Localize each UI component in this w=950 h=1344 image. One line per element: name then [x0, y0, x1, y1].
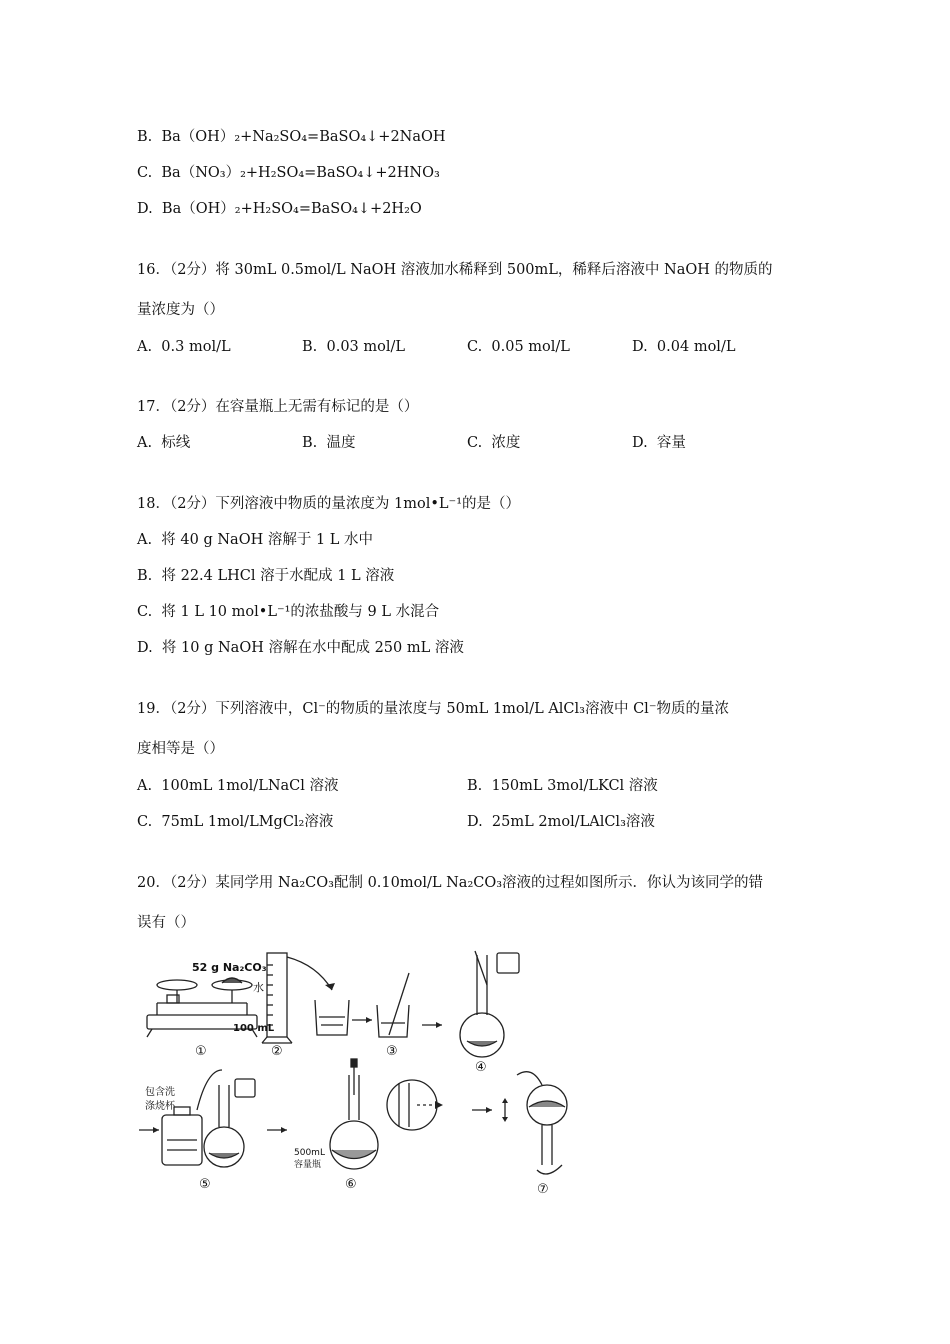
step-2-label: ②: [271, 1044, 283, 1059]
step-3-label: ③: [386, 1044, 398, 1059]
beaker-icon: [315, 1000, 349, 1035]
volume-label: 100 mL: [233, 1023, 275, 1034]
step-6-label: ⑥: [345, 1177, 357, 1192]
q17-stem: 17．（2分）在容量瓶上无需有标记的是（）: [137, 399, 419, 415]
step-7-label: ⑦: [537, 1182, 549, 1197]
q18-option-a: A. 将 40 g NaOH 溶解于 1 L 水中: [137, 532, 374, 548]
q19-stem-line1: 19．（2分）下列溶液中，Cl⁻的物质的量浓度与 50mL 1mol/L AlCl₃溶液中 Cl⁻物质的量浓: [137, 701, 729, 717]
flask-label-2: 容量瓶: [294, 1160, 322, 1170]
q16-option-b: B. 0.03 mol/L: [302, 339, 406, 355]
mass-label: 52 g Na₂CO₃: [192, 961, 267, 974]
q16-option-a: A. 0.3 mol/L: [137, 339, 231, 355]
q18-option-c: C. 将 1 L 10 mol•L⁻¹的浓盐酸与 9 L 水混合: [137, 604, 440, 620]
reagent-bottle-icon: [162, 1107, 202, 1165]
q19-option-d: D. 25mL 2mol/LAlCl₃溶液: [467, 814, 655, 830]
wash-label-1: 包含洗: [145, 1087, 175, 1098]
q18-stem: 18．（2分）下列溶液中物质的量浓度为 1mol•L⁻¹的是（）: [137, 496, 521, 512]
q17-option-c: C. 浓度: [467, 435, 521, 451]
q16-option-d: D. 0.04 mol/L: [632, 339, 736, 355]
q18-option-b: B. 将 22.4 LHCl 溶于水配成 1 L 溶液: [137, 568, 395, 584]
q17-option-a: A. 标线: [137, 435, 191, 451]
inverting-flask-icon: [517, 1072, 567, 1174]
q15-option-c: C. Ba（NO₃）₂+H₂SO₄=BaSO₄↓+2HNO₃: [137, 165, 440, 181]
q20-stem-line2: 误有（）: [137, 915, 195, 931]
q16-option-c: C. 0.05 mol/L: [467, 339, 570, 355]
q15-option-b: B. Ba（OH）₂+Na₂SO₄=BaSO₄↓+2NaOH: [137, 129, 446, 145]
q18-option-d: D. 将 10 g NaOH 溶解在水中配成 250 mL 溶液: [137, 640, 464, 656]
flask-label-1: 500mL: [294, 1148, 325, 1158]
volumetric-flask-icon: [197, 1070, 255, 1167]
solution-preparation-figure: [137, 945, 577, 1200]
q19-stem-line2: 度相等是（）: [137, 741, 224, 757]
stirring-beaker-icon: [377, 973, 409, 1037]
step-4-label: ④: [475, 1060, 487, 1075]
step-1-label: ①: [195, 1044, 207, 1059]
magnifier-icon: [387, 1080, 443, 1130]
q19-option-a: A. 100mL 1mol/LNaCl 溶液: [137, 778, 339, 794]
water-label: 水: [253, 981, 264, 994]
q20-stem-line1: 20．（2分）某同学用 Na₂CO₃配制 0.10mol/L Na₂CO₃溶液的过程如图所示．你认为该同学的错: [137, 875, 764, 891]
q19-option-c: C. 75mL 1mol/LMgCl₂溶液: [137, 814, 334, 830]
q17-option-b: B. 温度: [302, 435, 356, 451]
q16-stem-line2: 量浓度为（）: [137, 302, 224, 318]
dropper-flask-icon: [330, 1059, 378, 1169]
step-5-label: ⑤: [199, 1177, 211, 1192]
q17-option-d: D. 容量: [632, 435, 686, 451]
q16-stem-line1: 16．（2分）将 30mL 0.5mol/L NaOH 溶液加水稀释到 500mL，稀释后溶液中 NaOH 的物质的: [137, 262, 773, 278]
q15-option-d: D. Ba（OH）₂+H₂SO₄=BaSO₄↓+2H₂O: [137, 201, 422, 217]
q19-option-b: B. 150mL 3mol/LKCl 溶液: [467, 778, 658, 794]
volumetric-flask-icon: [460, 951, 519, 1057]
wash-label-2: 涤烧杯: [145, 1101, 175, 1112]
